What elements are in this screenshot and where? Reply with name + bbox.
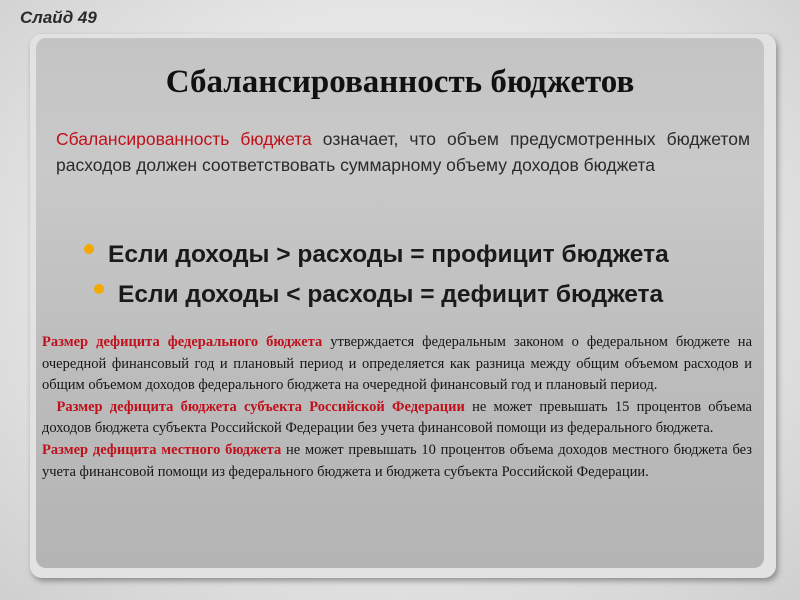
bullet-item-deficit <box>94 278 669 318</box>
bullet-text: Если доходы < расходы = дефицит бюджета <box>118 281 664 308</box>
rule-label: Размер дефицита федерального бюджета <box>42 334 323 350</box>
rule-label: Размер дефицита местного бюджета <box>42 441 282 458</box>
bullet-dot-icon <box>84 244 94 254</box>
slide-number: Слайд 49 <box>20 8 97 27</box>
rule-subject <box>42 397 752 440</box>
definition-paragraph <box>56 126 750 178</box>
rule-text: утверждается федеральным законом о федеральном бюджете на очередной финансовый год и плановый период и определяется как разница между общим объемом расходов и общим объемом доходов федерального бюджета на очередной финансовый год и плановый период. <box>42 334 753 394</box>
rule-local <box>42 440 752 483</box>
slide-title: Сбалансированность бюджетов <box>165 64 635 100</box>
bullet-dot-icon <box>94 284 104 294</box>
bullet-item-surplus <box>84 238 669 278</box>
deficit-rules <box>42 332 752 483</box>
definition-term: Сбалансированность бюджета <box>56 129 312 149</box>
rule-text: не может превышать 15 процентов объема доходов бюджета субъекта Российской Федерации без учета финансовой помощи из федерального бюджета. <box>42 398 752 437</box>
rule-text: не может превышать 10 процентов объема доходов местного бюджета без учета финансовой помощи из федерального бюджета и бюджета субъекта Российской Федерации. <box>42 441 752 480</box>
rule-federal <box>42 332 752 397</box>
rule-label: Размер дефицита бюджета субъекта Российской Федерации <box>56 398 465 415</box>
bullet-list <box>84 238 669 318</box>
definition-text: означает, что объем предусмотренных бюджетом расходов должен соответствовать суммарному объему доходов бюджета <box>56 129 750 175</box>
bullet-text: Если доходы > расходы = профицит бюджета <box>108 241 669 268</box>
